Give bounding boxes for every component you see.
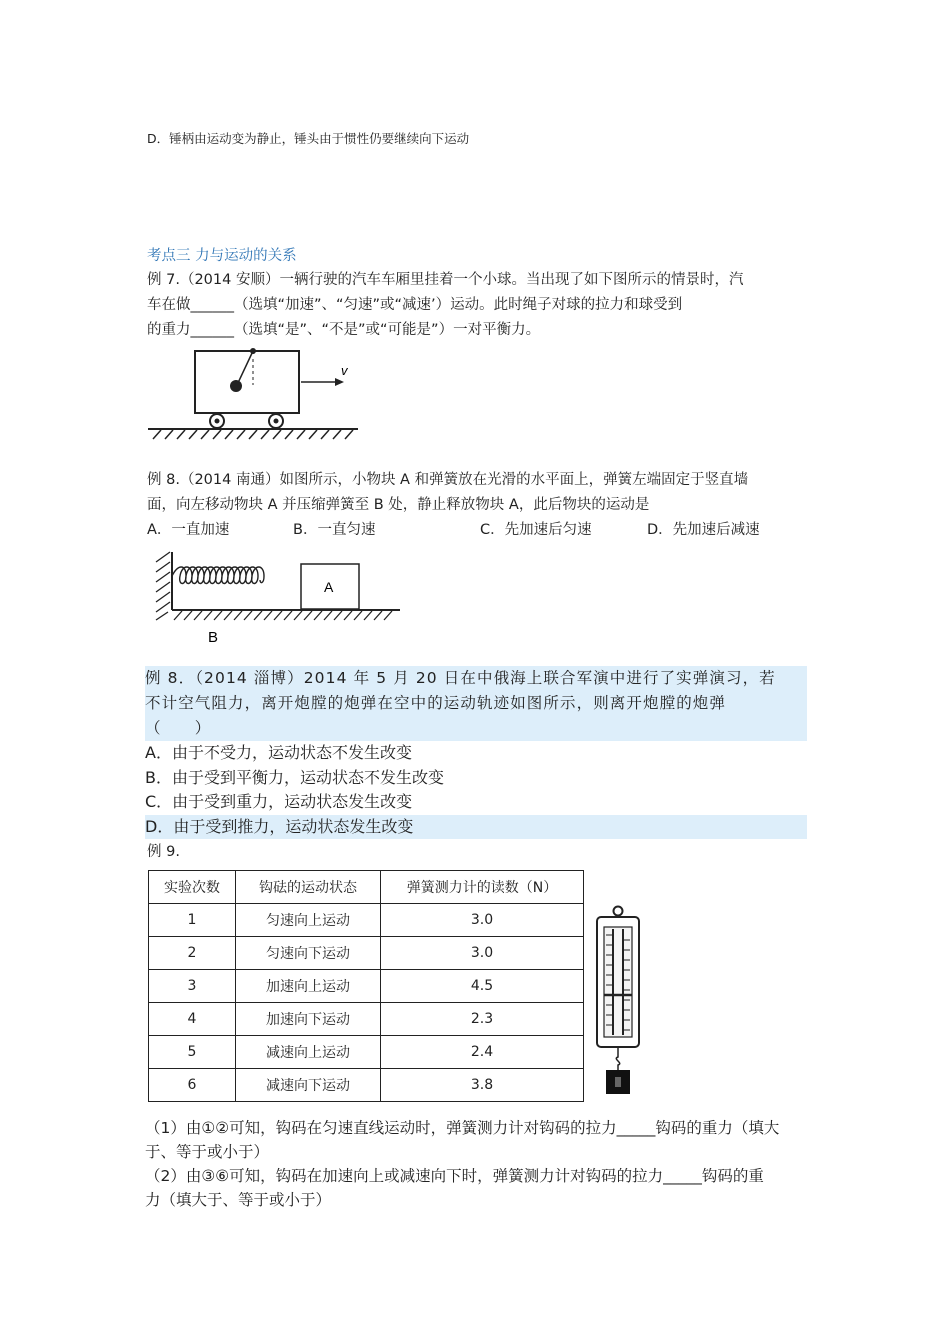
header-cell: 实验次数 — [149, 871, 236, 904]
example-8a-text — [147, 468, 827, 518]
table-row — [149, 1036, 584, 1069]
table-row — [149, 1003, 584, 1036]
example-8b-line: 不计空气阻力，离开炮膛的炮弹在空中的运动轨迹如图所示，则离开炮膛的炮弹 — [145, 691, 807, 716]
ex8a-option-c: C．先加速后匀速 — [480, 522, 592, 538]
spring — [172, 567, 264, 584]
example-8b-options — [145, 741, 807, 839]
header-cell: 钩砝的运动状态 — [236, 871, 381, 904]
table-cell: 6 — [149, 1069, 236, 1102]
example-7-line: 车在做______（选填“加速”、“匀速”或“减速’）运动。此时绳子对球的拉力和球受到 — [147, 297, 683, 313]
ball — [230, 380, 242, 392]
example-8b-text — [145, 666, 807, 741]
spring-figure — [148, 550, 403, 648]
question-2-line: （2）由③⑥可知，钩码在加速向上或减速向下时，弹簧测力计对钩码的拉力_____钩码的重 — [145, 1167, 764, 1185]
rope — [237, 351, 253, 385]
example-8b-line: 例 8．（2014 淄博）2014 年 5 月 20 日在中俄海上联合军演中进行了实弹演习，若 — [145, 666, 807, 691]
wall-hatching — [156, 552, 170, 620]
table-cell: 2.3 — [381, 1003, 584, 1036]
example-9-questions — [145, 1116, 813, 1212]
table-cell: 4.5 — [381, 970, 584, 1003]
car-figure — [145, 345, 360, 445]
point-b-label: B — [208, 629, 219, 646]
table-cell: 减速向下运动 — [236, 1069, 381, 1102]
table-row — [149, 937, 584, 970]
floor-hatching — [174, 611, 392, 620]
table-cell: 加速向下运动 — [236, 1003, 381, 1036]
table-cell: 3 — [149, 970, 236, 1003]
table-header-row — [149, 871, 584, 904]
table-cell: 3.0 — [381, 904, 584, 937]
option-d-hammer: D．锤柄由运动变为静止，锤头由于惯性仍要继续向下运动 — [147, 131, 470, 146]
table-row — [149, 904, 584, 937]
question-2-line: 力（填大于、等于或小于） — [145, 1191, 332, 1209]
top-ring — [614, 907, 623, 916]
table-cell: 2 — [149, 937, 236, 970]
table-row — [149, 970, 584, 1003]
hook — [616, 1047, 619, 1070]
ground-hatching — [153, 430, 353, 439]
table-cell: 匀速向上运动 — [236, 904, 381, 937]
table-cell: 减速向上运动 — [236, 1036, 381, 1069]
question-1-line: 于、等于或小于） — [145, 1143, 270, 1161]
spring-scale-figure — [594, 905, 642, 1105]
example-7-line: 的重力______（选填“是”、“不是”或“可能是”）一对平衡力。 — [147, 322, 541, 338]
header-cell: 弹簧测力计的读数（N） — [381, 871, 584, 904]
table-cell: 4 — [149, 1003, 236, 1036]
velocity-label: v — [341, 363, 348, 378]
example-9-title: 例 9. — [147, 844, 180, 860]
ex8b-option-a: A．由于不受力，运动状态不发生改变 — [145, 743, 412, 762]
table-cell: 1 — [149, 904, 236, 937]
example-7-text — [147, 268, 827, 343]
section-title: 考点三 力与运动的关系 — [147, 248, 297, 264]
table-cell: 3.8 — [381, 1069, 584, 1102]
table-row — [149, 1069, 584, 1102]
ex8b-option-d: D．由于受到推力，运动状态发生改变 — [145, 815, 807, 840]
block-a-label: A — [324, 579, 334, 595]
ex8b-option-b: B．由于受到平衡力，运动状态不发生改变 — [145, 767, 444, 787]
ex8b-option-c: C．由于受到重力，运动状态发生改变 — [145, 792, 413, 811]
ex8a-option-d: D．先加速后减速 — [647, 522, 760, 538]
car-body — [195, 351, 299, 413]
table-cell: 3.0 — [381, 937, 584, 970]
table-cell: 2.4 — [381, 1036, 584, 1069]
table-cell: 5 — [149, 1036, 236, 1069]
ex8a-option-a: A．一直加速 — [147, 522, 230, 538]
table-cell: 加速向上运动 — [236, 970, 381, 1003]
ex8a-option-b: B．一直匀速 — [293, 522, 376, 538]
example-8a-line: 面，向左移动物块 A 并压缩弹簧至 B 处，静止释放物块 A，此后物块的运动是 — [147, 497, 650, 513]
example-8a-line: 例 8.（2014 南通）如图所示，小物块 A 和弹簧放在光滑的水平面上，弹簧左端固定于竖直墙 — [147, 472, 749, 488]
experiment-table — [148, 870, 584, 1102]
table-cell: 匀速向下运动 — [236, 937, 381, 970]
example-7-line: 例 7.（2014 安顺）一辆行驶的汽车车厢里挂着一个小球。当出现了如下图所示的情景时，汽 — [147, 272, 744, 288]
question-1-line: （1）由①②可知，钩码在匀速直线运动时，弹簧测力计对钩码的拉力_____钩码的重力（填大 — [145, 1119, 780, 1137]
example-8b-line: （ ） — [145, 716, 807, 741]
